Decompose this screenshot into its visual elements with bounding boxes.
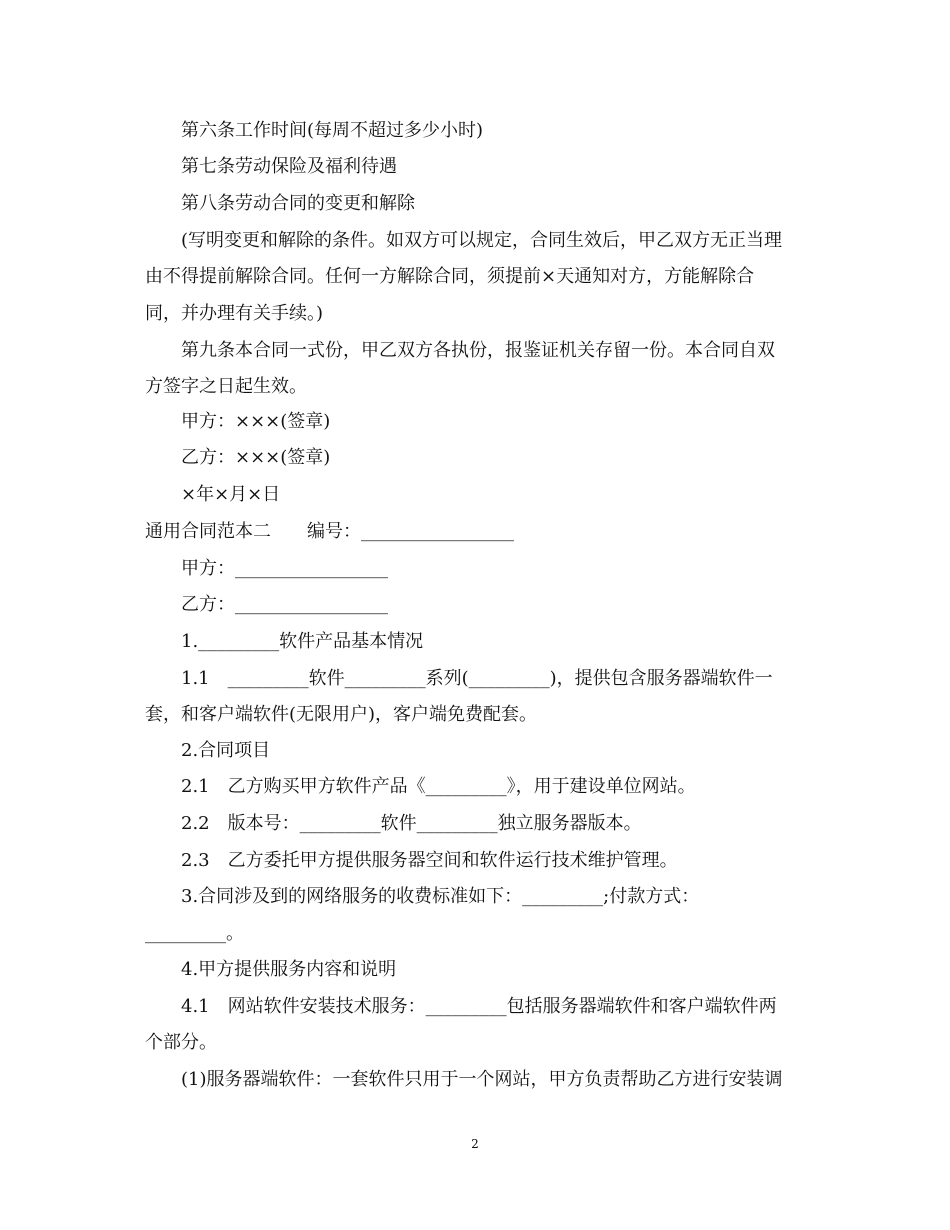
clause-line: 1.1 _________软件_________系列(_________)，提供包含服务器端软件一 — [181, 668, 773, 689]
party-a-signature: 甲方：×××(签章) — [181, 411, 331, 432]
party-b-line: 乙方：_________________ — [181, 594, 388, 615]
clause-line: 2.2 版本号：_________软件_________独立服务器版本。 — [181, 813, 642, 834]
party-a-line: 甲方：_________________ — [181, 558, 388, 579]
clause-line: 2.1 乙方购买甲方软件产品《_________》，用于建设单位网站。 — [181, 776, 696, 797]
section-heading: 4.甲方提供服务内容和说明 — [181, 959, 397, 980]
paragraph-line: 方签字之日起生效。 — [145, 376, 307, 397]
clause-line: 套，和客户端软件(无限用户)，客户端免费配套。 — [145, 704, 538, 725]
section-heading: 3.合同涉及到的网络服务的收费标准如下：_________;付款方式： — [181, 886, 700, 907]
clause-line: (1)服务器端软件：一套软件只用于一个网站，甲方负责帮助乙方进行安装调 — [181, 1069, 783, 1090]
clause-line: 4.1 网站软件安装技术服务：_________包括服务器端软件和客户端软件两 — [181, 996, 777, 1017]
article-6: 第六条工作时间(每周不超过多少小时) — [181, 120, 484, 141]
article-8: 第八条劳动合同的变更和解除 — [181, 193, 415, 214]
clause-line: 个部分。 — [145, 1032, 217, 1053]
paragraph-line: (写明变更和解除的条件。如双方可以规定，合同生效后，甲乙双方无正当理 — [181, 230, 783, 251]
article-7: 第七条劳动保险及福利待遇 — [181, 156, 397, 177]
party-b-signature: 乙方：×××(签章) — [181, 447, 331, 468]
clause-line: 2.3 乙方委托甲方提供服务器空间和软件运行技术维护管理。 — [181, 850, 678, 871]
template-title: 通用合同范本二 编号：_________________ — [145, 521, 514, 542]
date-line: ×年×月×日 — [181, 484, 281, 505]
section-heading: 2.合同项目 — [181, 740, 271, 761]
paragraph-line: 由不得提前解除合同。任何一方解除合同，须提前×天通知对方，方能解除合 — [145, 266, 755, 287]
article-9: 第九条本合同一式份，甲乙双方各执份，报鉴证机关存留一份。本合同自双 — [181, 340, 775, 361]
clause-line: _________。 — [145, 923, 244, 944]
page-number: 2 — [471, 1137, 479, 1151]
section-heading: 1._________软件产品基本情况 — [181, 631, 424, 652]
paragraph-line: 同，并办理有关手续。) — [145, 303, 324, 324]
